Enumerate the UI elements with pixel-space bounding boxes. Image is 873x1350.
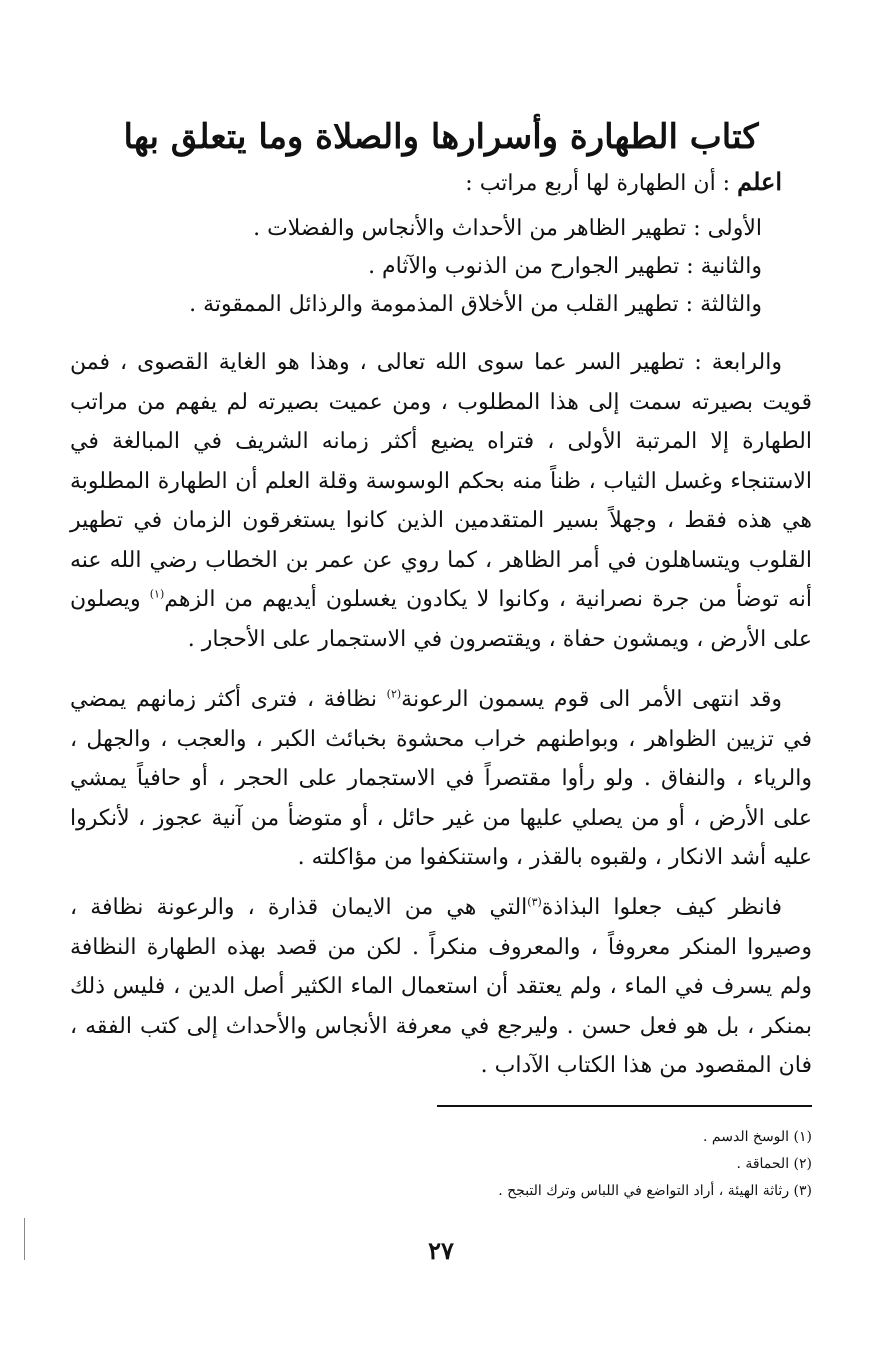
- paragraph-badhadha: [70, 888, 812, 1086]
- page-number: ٢٧: [428, 1236, 454, 1265]
- scan-edge-mark: [24, 1218, 25, 1260]
- ranks-list: [189, 210, 762, 324]
- footnote-ref-2[interactable]: (٢): [386, 687, 402, 701]
- footnotes: [498, 1124, 812, 1205]
- paragraph-ruuna: [70, 680, 812, 878]
- paragraph-text: فانظر كيف جعلوا البذاذة: [541, 895, 782, 920]
- footnote-1: (١) الوسخ الدسم .: [703, 1129, 812, 1145]
- rank-item-second: والثانية : تطهير الجوارح من الذنوب والآثام .: [368, 254, 762, 279]
- footnote-3: (٣) رثاثة الهيئة ، أراد التواضع في اللباس وترك التبجح .: [498, 1183, 812, 1199]
- rank-item-third: والثالثة : تطهير القلب من الأخلاق المذمومة والرذائل الممقوتة .: [189, 292, 762, 317]
- chapter-title: كتاب الطهارة وأسرارها والصلاة وما يتعلق بها: [123, 116, 759, 157]
- intro-keyword: اعلم: [737, 167, 782, 196]
- paragraph-text: ويصلون على الأرض ، ويمشون حفاة ، ويقتصرون في الاستجمار على الأحجار .: [70, 587, 812, 652]
- footnote-ref-3[interactable]: (٣): [527, 895, 542, 909]
- rank-item-first: الأولى : تطهير الظاهر من الأحداث والأنجاس والفضلات .: [253, 216, 762, 241]
- paragraph-text: نظافة ، فترى أكثر زمانهم يمضي في تزيين الظواهر ، وبواطنهم خراب محشوة بخبائث الكبر ، والعجب ، والجهل ، والرياء ، والنفاق . ولو رأوا مقتصراً في الاستجمار على الحجر ، أو حافياً يمشي على الأرض ، أو من يصلي عليها من غير حائل ، أو متوضأ من آنية عجوز ، لأنكروا عليه أشد الانكار ، ولقبوه بالقذر ، واستنكفوا من مؤاكلته .: [70, 687, 812, 870]
- footnote-2: (٢) الحماقة .: [736, 1156, 812, 1172]
- paragraph-text: التي هي من الايمان قذارة ، والرعونة نظافة ، وصيروا المنكر معروفاً ، والمعروف منكراً . لكن من قصد بهذه الطهارة النظافة ولم يسرف في الماء ، ولم يعتقد أن استعمال الماء الكثير أصل الدين ، فليس ذلك بمنكر ، بل هو فعل حسن . وليرجع في معرفة الأنجاس والأحداث إلى كتب الفقه ، فان المقصود من هذا الكتاب الآداب .: [70, 895, 812, 1078]
- paragraph-text: والرابعة : تطهير السر عما سوى الله تعالى ، وهذا هو الغاية القصوى ، فمن قويت بصيرته سمت إلى هذا المطلوب ، ومن عميت بصيرته لم يفهم من مراتب الطهارة إلا المرتبة الأولى ، فتراه يضيع أكثر زمانه الشريف في المبالغة في الاستنجاء وغسل الثياب ، ظناً منه بحكم الوسوسة وقلة العلم أن الطهارة المطلوبة هي هذه فقط ، وجهلاً بسير المتقدمين الذين كانوا يستغرقون الزمان في تطهير القلوب ويتساهلون في أمر الظاهر ، كما روي عن عمر بن الخطاب رضي الله عنه أنه توضأ من جرة نصرانية ، وكانوا لا يكادون يغسلون أيديهم من الزهم: [70, 350, 813, 612]
- intro-text: : أن الطهارة لها أربع مراتب :: [465, 171, 731, 196]
- footnote-ref-1[interactable]: (١): [149, 587, 165, 601]
- paragraph-fourth-rank: [70, 343, 812, 659]
- paragraph-text: وقد انتهى الأمر الى قوم يسمون الرعونة: [401, 687, 782, 712]
- intro-line: [465, 160, 782, 206]
- book-page: [70, 0, 812, 1350]
- footnote-separator: [437, 1105, 812, 1107]
